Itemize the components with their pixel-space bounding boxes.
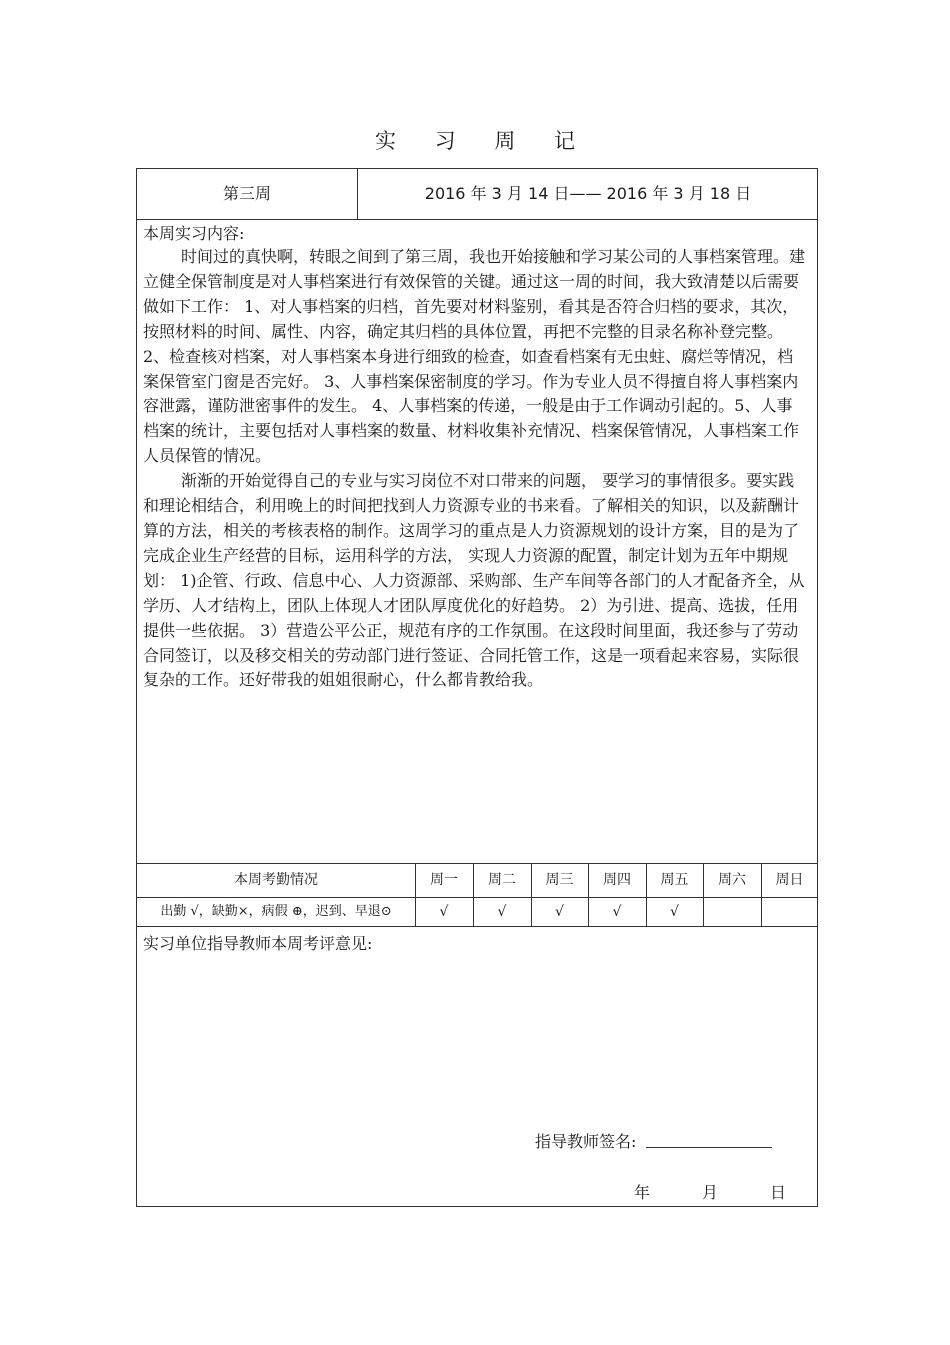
content-heading: 本周实习内容: [143,224,245,243]
attendance-mark-wed: √ [555,904,564,920]
day-header-thu: 周四 [603,872,631,888]
divider [137,219,817,220]
page-title: 实 习 周 记 [374,129,592,153]
content-paragraph: 渐渐的开始觉得自己的专业与实习岗位不对口带来的问题， 要学习的事情很多。要实践和理论相结合，利用晚上的时间把找到人力资源专业的书来看。了解相关的知识，以及薪酬计算的方法，相关的考核表格的制作。这周学习的重点是人力资源规划的设计方案，目的是为了完成企业生产经营的目标，运用科学的方法， 实现人力资源的配置，制定计划为五年中期规划： 1)企管、行政、信息中心、人力资源部、采购部、生产车间等各部门的人才配备齐全，从学历、人才结构上，团队上体现人才团队厚度优化的好趋势。 2）为引进、提高、选拔，任用提供一些依据。 3）营造公平公正，规范有序的工作氛围。在这段时间里面，我还参与了劳动合同签订，以及移交相关的劳动部门进行签证、合同托管工作，这是一项看起来容易，实际很复杂的工作。还好带我的姐姐很耐心，什么都肯教给我。 [143,471,805,690]
evaluation-heading: 实习单位指导教师本周考评意见: [143,934,373,953]
signature-label: 指导教师签名: [535,1132,637,1151]
day-header-sun: 周日 [775,872,804,888]
date-month-label: 月 [702,1183,719,1202]
week-date-range: 2016 年 3 月 14 日—— 2016 年 3 月 18 日 [424,184,752,203]
date-year-label: 年 [634,1183,651,1202]
date-row [634,1180,786,1203]
attendance-legend: 出勤 √，缺勤×，病假 ⊕，迟到、早退⊙ [160,904,392,919]
attendance-mark-tue: √ [497,904,507,920]
content-paragraph: 时间过的真快啊，转眼之间到了第三周，我也开始接触和学习某公司的人事档案管理。建立健全保管制度是对人事档案进行有效保管的关键。通过这一周的时间，我大致清楚以后需要做如下工作： 1、对人事档案的归档，首先要对材料鉴别，看其是否符合归档的要求，其次，按照材料的时间、属性、内容，确定其归档的具体位置，再把不完整的目录名称补登完整。 2、检查核对档案，对人事档案本身进行细致的检查，如查看档案有无虫蛀、腐烂等情况，档案保管室门窗是否完好。 3、人事档案保密制度的学习。作为专业人员不得擅自将人事档案内容泄露，谨防泄密事件的发生。 4、人事档案的传递，一般是由于工作调动引起的。5、人事档案的统计，主要包括对人事档案的数量、材料收集补充情况、档案保管情况，人事档案工作人员保管的情况。 [143,247,806,466]
date-day-label: 日 [770,1183,787,1202]
signature-field[interactable] [646,1131,772,1148]
journal-form [136,168,818,1207]
content-body [143,245,807,693]
day-header-sat: 周六 [718,872,746,888]
day-header-mon: 周一 [430,872,458,888]
day-header-tue: 周二 [488,872,516,888]
day-header-fri: 周五 [660,872,689,888]
attendance-mark-mon: √ [439,904,449,920]
attendance-mark-fri: √ [670,904,679,920]
divider [137,926,817,927]
attendance-title: 本周考勤情况 [234,872,318,888]
attendance-mark-sat [703,898,761,926]
attendance-mark-thu: √ [612,904,622,920]
day-header-wed: 周三 [545,872,574,888]
week-label: 第三周 [222,184,271,203]
signature-row [535,1129,772,1152]
attendance-mark-sun [761,898,818,926]
